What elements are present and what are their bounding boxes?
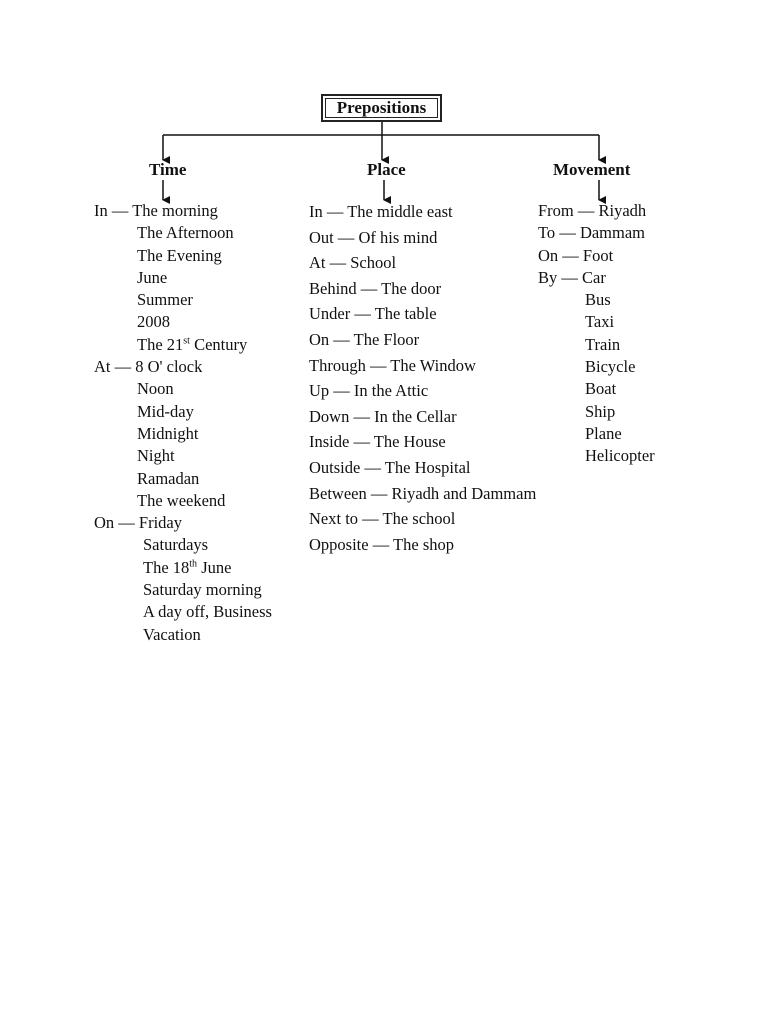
place-list-item	[309, 404, 536, 430]
movement-vehicle-item: Boat	[585, 379, 617, 399]
place-object: The middle east	[347, 202, 453, 221]
place-list-item	[309, 301, 536, 327]
movement-vehicle-item: Bus	[585, 290, 611, 310]
place-object: The shop	[393, 534, 454, 554]
time-list-item	[94, 423, 272, 445]
place-list-item	[309, 199, 536, 225]
time-object: The 18th June	[143, 557, 232, 577]
preposition-label: Opposite —	[309, 535, 393, 554]
time-object: Ramadan	[137, 468, 200, 488]
place-list-item	[309, 225, 536, 251]
time-list-item	[94, 334, 272, 356]
time-object: Saturdays	[143, 535, 209, 555]
movement-vehicle-item: Bicycle	[585, 357, 636, 377]
place-object: The House	[373, 432, 446, 452]
place-list-item	[309, 353, 536, 379]
time-list-item	[94, 378, 272, 400]
time-list-item	[94, 601, 272, 623]
preposition-label: At —	[309, 253, 350, 272]
place-list-item	[309, 481, 536, 507]
time-list-item	[94, 245, 272, 267]
place-list-item	[309, 532, 536, 558]
time-object: Vacation	[143, 624, 201, 644]
place-object: The school	[382, 509, 456, 529]
time-object: Friday	[138, 513, 183, 533]
movement-object: Riyadh	[598, 201, 647, 220]
movement-vehicle-item: Taxi	[585, 312, 615, 332]
place-list-item	[309, 276, 536, 302]
movement-object: Car	[582, 267, 606, 287]
preposition-label: In —	[94, 201, 132, 220]
movement-list	[538, 200, 655, 468]
place-list	[309, 199, 536, 557]
place-list-item	[309, 429, 536, 455]
time-list-item	[94, 579, 272, 601]
preposition-label: On —	[309, 330, 354, 349]
time-object: 2008	[137, 312, 170, 332]
place-object: Of his mind	[358, 227, 438, 247]
time-list-item	[94, 534, 272, 556]
preposition-label: From —	[538, 201, 599, 220]
time-list-item	[94, 490, 272, 512]
preposition-label: Out —	[309, 228, 359, 247]
preposition-label: Up —	[309, 381, 354, 400]
time-list	[94, 200, 272, 646]
movement-vehicle-item: Train	[585, 334, 621, 354]
time-list-item	[94, 557, 272, 579]
preposition-label: Outside —	[309, 458, 385, 477]
place-object: School	[350, 253, 397, 273]
time-list-item	[94, 624, 272, 646]
time-object: Midnight	[137, 423, 199, 443]
place-list-item	[309, 455, 536, 481]
time-object: Night	[137, 446, 175, 466]
preposition-label: Inside —	[309, 432, 374, 451]
time-object: A day off, Business	[143, 602, 272, 622]
movement-object: Dammam	[579, 223, 646, 243]
time-object: The 21st Century	[137, 334, 248, 354]
time-object: Summer	[137, 290, 193, 310]
preposition-label: Behind —	[309, 279, 381, 298]
preposition-label: Through —	[309, 356, 390, 375]
diagram-root-title: Prepositions	[321, 94, 442, 122]
time-list-item	[94, 445, 272, 467]
time-object: 8 O' clock	[135, 357, 203, 377]
preposition-label: At —	[94, 357, 135, 376]
preposition-label: On —	[94, 513, 139, 532]
time-object: The morning	[132, 201, 218, 220]
time-list-item	[94, 222, 272, 244]
place-list-item	[309, 378, 536, 404]
preposition-label: To —	[538, 223, 580, 242]
time-object: Saturday morning	[143, 580, 262, 600]
time-list-item	[94, 401, 272, 423]
movement-list-item	[538, 267, 655, 289]
preposition-label: On —	[538, 246, 583, 265]
place-object: Riyadh and Dammam	[391, 483, 537, 503]
movement-vehicle-item: Plane	[585, 423, 622, 443]
heading-time: Time	[149, 160, 187, 179]
place-object: The Window	[390, 355, 476, 375]
preposition-label: Down —	[309, 407, 374, 426]
movement-vehicle-item: Ship	[585, 401, 616, 421]
time-list-item	[94, 200, 272, 222]
place-list-item	[309, 506, 536, 532]
time-list-item	[94, 356, 272, 378]
heading-movement: Movement	[553, 160, 631, 179]
time-list-item	[94, 311, 272, 333]
preposition-label: In —	[309, 202, 347, 221]
time-list-item	[94, 512, 272, 534]
preposition-label: Under —	[309, 304, 375, 323]
preposition-label: Between —	[309, 484, 391, 503]
place-object: The Hospital	[384, 457, 471, 477]
movement-object: Foot	[582, 245, 614, 265]
movement-list-item	[538, 245, 655, 267]
place-object: The Floor	[353, 329, 420, 349]
time-list-item	[94, 468, 272, 490]
place-list-item	[309, 250, 536, 276]
preposition-label: By —	[538, 268, 582, 287]
place-object: The table	[374, 304, 437, 324]
place-object: In the Attic	[353, 381, 429, 401]
place-object: In the Cellar	[374, 406, 457, 426]
place-object: The door	[381, 278, 442, 298]
time-object: The Afternoon	[137, 223, 234, 243]
heading-place: Place	[367, 160, 406, 179]
preposition-label: Next to —	[309, 509, 383, 528]
place-list-item	[309, 327, 536, 353]
time-object: The weekend	[137, 490, 226, 510]
time-object: June	[137, 267, 168, 287]
time-list-item	[94, 267, 272, 289]
time-list-item	[94, 289, 272, 311]
time-object: The Evening	[137, 245, 222, 265]
movement-vehicle-item: Helicopter	[585, 446, 655, 466]
time-object: Mid-day	[137, 401, 194, 421]
time-object: Noon	[137, 379, 174, 399]
movement-list-item	[538, 200, 655, 222]
movement-list-item	[538, 222, 655, 244]
